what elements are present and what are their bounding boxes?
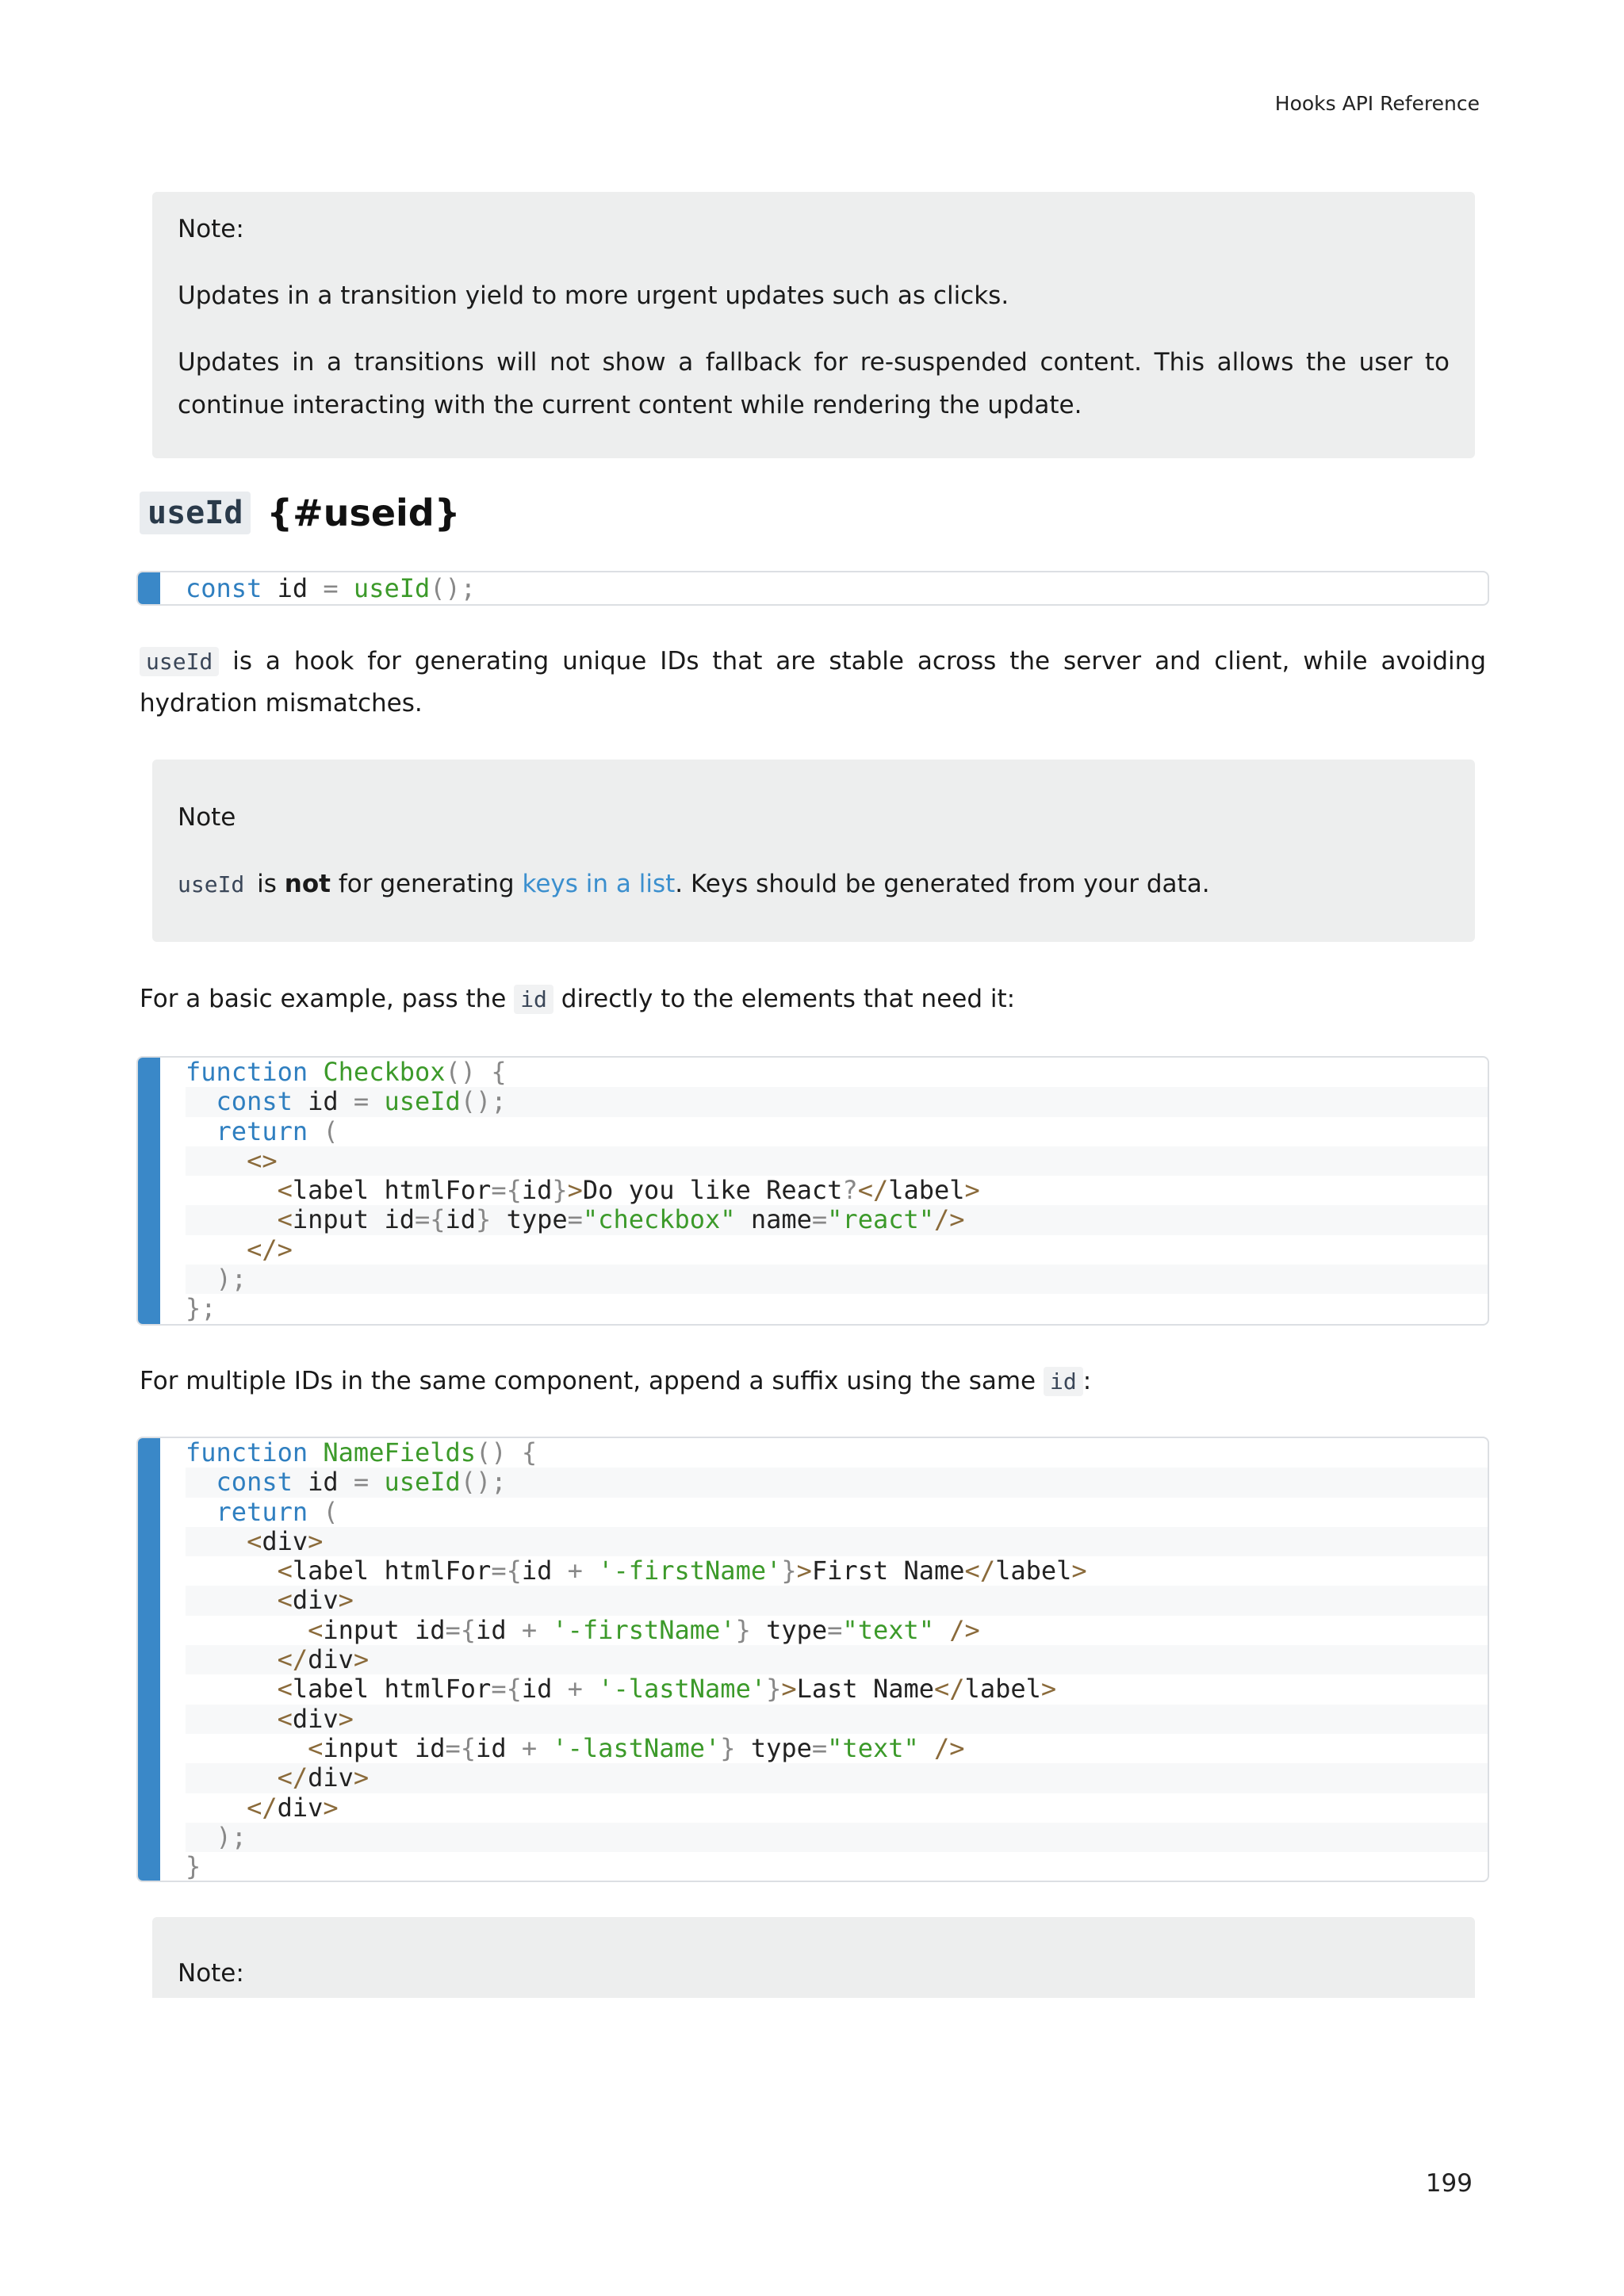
code-line: ); xyxy=(186,1265,1488,1294)
description-text: is a hook for generating unique IDs that are stable across the server and client, while avoiding hydration mismatches. xyxy=(140,647,1486,718)
heading-anchor: {#useid} xyxy=(266,492,461,534)
code-lines xyxy=(160,1438,1488,1881)
emphasis: not xyxy=(284,870,331,898)
code-accent-bar xyxy=(138,1438,160,1881)
code-line: }; xyxy=(186,1293,216,1324)
keys-in-a-list-link[interactable]: keys in a list xyxy=(522,870,676,898)
code-line: <div> xyxy=(186,1705,1488,1734)
code-line: <label htmlFor={id + '-firstName'}>First Name</label> xyxy=(277,1556,1087,1586)
code-line: </div> xyxy=(186,1763,1488,1793)
code-line: } xyxy=(186,1851,201,1882)
note-transition xyxy=(152,192,1475,458)
code-line: <> xyxy=(186,1146,1488,1176)
page-number: 199 xyxy=(1425,2169,1473,2198)
basic-example-intro: For a basic example, pass the id directly to the elements that need it: xyxy=(140,985,1016,1013)
running-header: Hooks API Reference xyxy=(1274,92,1480,115)
inline-code: id xyxy=(514,985,553,1014)
code-line: const id = useId(); xyxy=(186,573,477,603)
note-title: Note: xyxy=(178,1959,244,1988)
code-line: function Checkbox() { xyxy=(186,1057,507,1087)
code-line: return ( xyxy=(216,1115,339,1146)
note-title: Note: xyxy=(178,215,244,243)
code-line: <input id={id + '-lastName'} type="text" /> xyxy=(308,1732,965,1763)
code-block-signature xyxy=(136,571,1489,606)
heading-code: useId xyxy=(140,492,251,534)
code-line: function NameFields() { xyxy=(186,1437,538,1468)
note-keys xyxy=(152,760,1475,942)
code-line: </div> xyxy=(186,1645,1488,1674)
code-line: </> xyxy=(247,1234,293,1265)
note-paragraph: Updates in a transitions will not show a fallback for re-suspended content. This allows the user to continue interacting with the current content while rendering the update. xyxy=(178,348,1450,419)
note-paragraph: Updates in a transition yield to more urgent updates such as clicks. xyxy=(178,281,1009,310)
code-accent-bar xyxy=(138,572,160,604)
note-body: useId is not for generating keys in a list. Keys should be generated from your data. xyxy=(178,870,1210,898)
code-line: <label htmlFor={id + '-lastName'}>Last Name</label> xyxy=(277,1674,1057,1705)
code-line: return ( xyxy=(216,1496,339,1527)
code-line: ); xyxy=(186,1823,1488,1852)
section-heading xyxy=(140,492,460,534)
code-block-namefields xyxy=(136,1437,1489,1882)
inline-code: id xyxy=(1044,1367,1083,1396)
inline-code: useId xyxy=(178,871,245,897)
code-block-checkbox xyxy=(136,1056,1489,1326)
inline-code: useId xyxy=(140,647,219,676)
code-line: </div> xyxy=(247,1792,339,1823)
description-paragraph xyxy=(140,641,1486,724)
code-line: <div> xyxy=(186,1527,1488,1556)
code-line: <label htmlFor={id}>Do you like React?</label> xyxy=(277,1175,980,1206)
code-lines xyxy=(160,572,1488,603)
note-title: Note xyxy=(178,803,236,832)
multiple-ids-intro: For multiple IDs in the same component, append a suffix using the same id : xyxy=(140,1367,1092,1395)
code-line: <div> xyxy=(186,1586,1488,1615)
code-lines xyxy=(160,1058,1488,1324)
code-accent-bar xyxy=(138,1058,160,1324)
note-trailing xyxy=(152,1917,1475,1998)
code-line: <input id={id + '-firstName'} type="text" /> xyxy=(308,1614,980,1645)
code-line: <input id={id} type="checkbox" name="react"/> xyxy=(186,1205,1488,1234)
code-line: const id = useId(); xyxy=(186,1468,1488,1497)
code-line: const id = useId(); xyxy=(186,1087,1488,1116)
